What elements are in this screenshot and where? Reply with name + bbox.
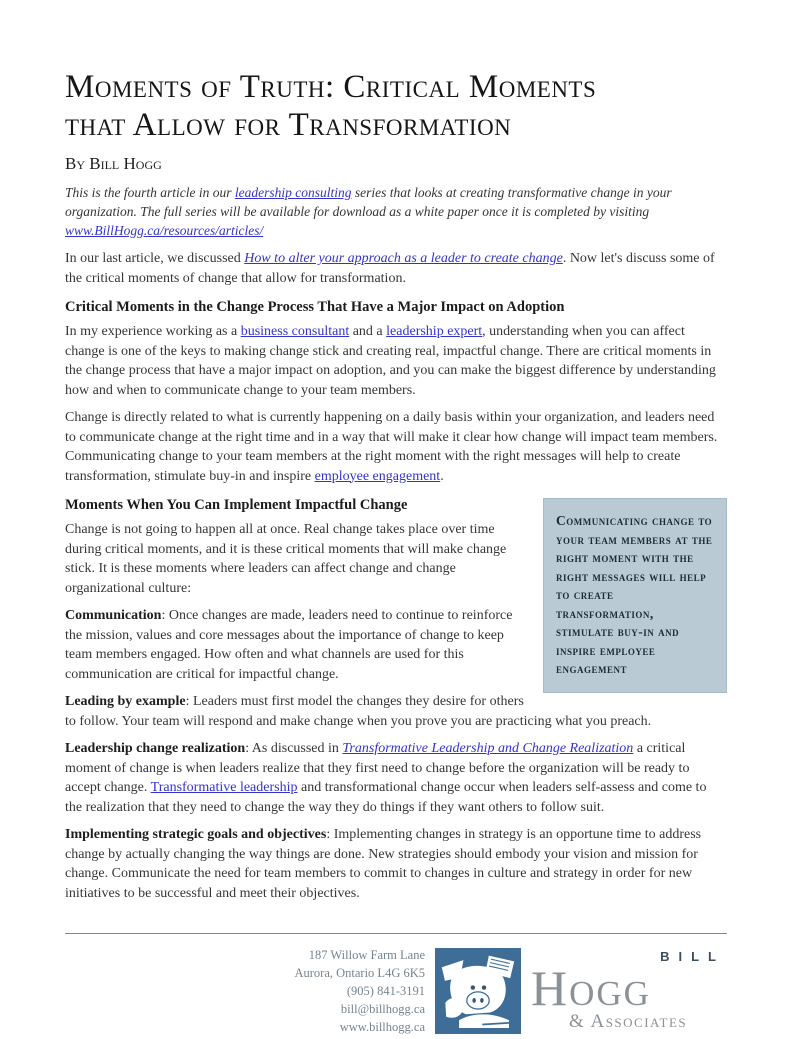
text-run: : As discussed in: [245, 741, 343, 756]
heading-moments-implement-change: Moments When You Can Implement Impactful Change: [65, 497, 408, 513]
pig-logo-icon: [435, 948, 521, 1034]
text-run: : Implementing changes in strategy is an opportune time to address change by actually changing the way things are done. New strategies should embody your vision and mission for change. Communicate the need for team members to commit to changes in culture and strategy in order for new initiatives to be successful and meet their objectives.: [65, 827, 702, 901]
paragraph-leading-by-example: [65, 692, 727, 731]
link-leadership-expert[interactable]: leadership expert: [386, 324, 483, 339]
link-how-to-alter-your-approach[interactable]: How to alter your approach as a leader to create change: [244, 251, 563, 266]
email-address: bill@billhogg.ca: [340, 1002, 425, 1016]
title-line-1: Moments of Truth: Critical Moments: [65, 69, 597, 105]
paragraph-change-realization: [65, 739, 727, 817]
brand-bill-text: BILL: [660, 949, 725, 964]
phone-number: (905) 841-3191: [346, 984, 425, 998]
brand-wordmark: [531, 949, 727, 1033]
text-run: and transformational change occur when leaders self-assess and come to the realization that they need to change the way they do things if they want others to follow suit.: [65, 780, 707, 815]
text-run: .: [440, 468, 444, 484]
contact-block: [294, 946, 425, 1036]
text-run: In my experience working as a: [65, 324, 241, 339]
page-title: [65, 68, 727, 144]
heading-critical-moments: Critical Moments in the Change Process That Have a Major Impact on Adoption: [65, 299, 565, 315]
text-run: , understanding when you can affect change is one of the keys to making change stick and creating real, impactful change. There are critical moments in the change process that have a major impact on adoption, and you can make the biggest difference by understanding how and when to communicate change to your team members.: [65, 324, 716, 398]
paragraph-change-related: [65, 408, 727, 486]
text-run: : Leaders must first model the changes they desire for others to follow. Your team will respond and make change when you prove you are practicing what you preach.: [65, 694, 652, 729]
term-implementing-strategic-goals: Implementing strategic goals and objectives: [65, 827, 327, 842]
footer: [65, 933, 727, 1036]
text-run: series that looks at creating transformative change in your organization. The full series will be available for download as a white paper once it is completed by visiting: [65, 185, 672, 219]
text-run: a critical moment of change is when leaders realize that they first need to change before the organization will be ready to accept change.: [65, 741, 690, 795]
text-run: In our last article, we discussed: [65, 251, 245, 266]
byline: By Bill Hogg: [65, 154, 162, 173]
paragraph-strategic-goals: [65, 825, 727, 903]
brand-associates-text: & Associates: [569, 1011, 688, 1032]
intro-paragraph: [65, 183, 727, 240]
term-communication: Communication: [65, 608, 162, 623]
link-leadership-consulting[interactable]: leadership consulting: [234, 185, 352, 200]
text-run: : Once changes are made, leaders need to continue to reinforce the mission, values and core messages about the importance of change to keep team members engaged. How often and what channels are used for this communication are critical for impactful change.: [65, 608, 513, 682]
paragraph-last-article: [65, 249, 727, 288]
paragraph-experience: [65, 322, 727, 400]
text-run: . Now let's discuss some of the critical moments of change that allow for transformation.: [65, 251, 715, 286]
footer-content: [65, 946, 727, 1036]
footer-divider: [65, 933, 727, 934]
link-business-consultant[interactable]: business consultant: [240, 324, 350, 339]
link-transformative-leadership-and-change-realization[interactable]: Transformative Leadership and Change Realization: [342, 741, 634, 756]
text-run: This is the fourth article in our: [65, 185, 235, 200]
text-run: Change is directly related to what is currently happening on a daily basis within your organization, and leaders need to communicate change at the right time and in a way that will make it clear how change will impact team members. Communicating change to your team members at the right moment with the right messages will help to create transformation, stimulate buy-in and inspire: [65, 410, 718, 484]
link-employee-engagement[interactable]: employee engagement: [314, 468, 441, 484]
address-line-street: 187 Willow Farm Lane: [308, 948, 425, 962]
link-transformative-leadership[interactable]: Transformative leadership: [150, 780, 298, 795]
term-leadership-change-realization: Leadership change realization: [65, 741, 246, 756]
website-url: www.billhogg.ca: [339, 1020, 425, 1034]
brand-hogg-text: Hogg: [531, 960, 651, 1016]
paragraph-not-at-once: Change is not going to happen all at once. Real change takes place over time during critical moments, and it is these critical moments that will make change stick. It is these moments where leaders can affect change and change organizational culture:: [65, 522, 507, 596]
pull-quote-box: Communicating change to your team members at the right moment with the right messages will help to create transformation, stimulate buy-in and inspire employee engagement: [543, 498, 727, 693]
text-run: and a: [349, 324, 387, 339]
term-leading-by-example: Leading by example: [65, 694, 186, 709]
address-line-city: Aurora, Ontario L4G 6K5: [294, 966, 425, 980]
link-billhogg-resources-articles[interactable]: www.BillHogg.ca/resources/articles/: [65, 223, 264, 238]
title-line-2: that Allow for Transformation: [65, 107, 512, 143]
